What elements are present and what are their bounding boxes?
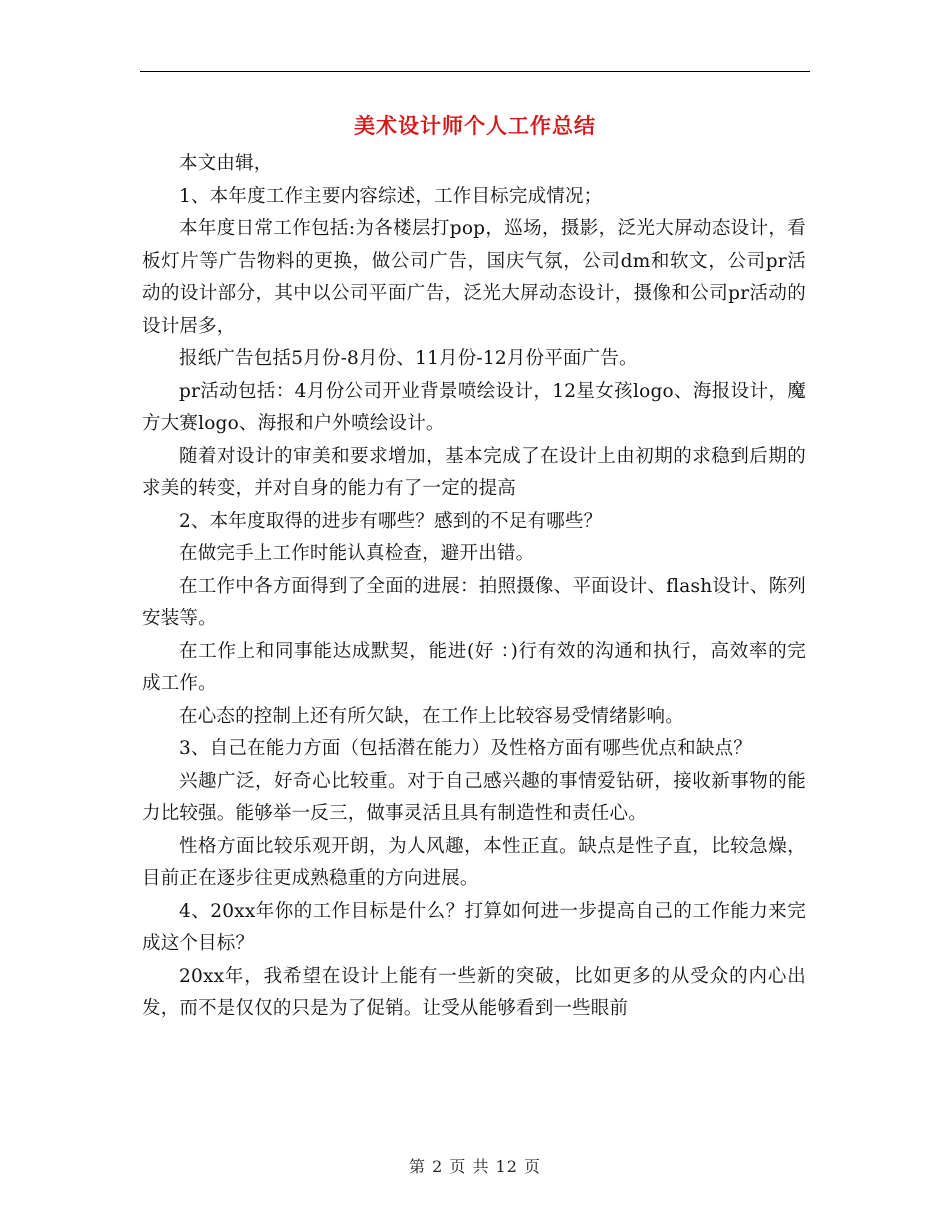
header-rule <box>140 71 810 72</box>
paragraph: 性格方面比较乐观开朗，为人风趣，本性正直。缺点是性子直，比较急燥，目前正在逐步往更成熟稳重的方向进展。 <box>142 835 806 889</box>
paragraph: 本年度日常工作包括:为各楼层打pop，巡场，摄影，泛光大屏动态设计，看板灯片等广告物料的更换，做公司广告，国庆气氛，公司dm和软文，公司pr活动的设计部分，其中以公司平面广告，泛光大屏动态设计，摄像和公司pr活动的设计居多， <box>142 218 806 337</box>
paragraph: pr活动包括：4月份公司开业背景喷绘设计，12星女孩logo、海报设计，魔方大赛logo、海报和户外喷绘设计。 <box>142 380 806 434</box>
paragraph: 本文由辑， <box>179 153 273 174</box>
paragraph: 在做完手上工作时能认真检查，避开出错。 <box>179 543 535 564</box>
paragraph: 在工作上和同事能达成默契，能进(好 ：)行有效的沟通和执行，高效率的完成工作。 <box>142 640 806 694</box>
paragraph: 报纸广告包括5月份-8月份、11月份-12月份平面广告。 <box>179 348 638 369</box>
document-title: 美术设计师个人工作总结 <box>354 113 596 138</box>
document-body <box>142 148 806 1026</box>
paragraph: 1、本年度工作主要内容综述，工作目标完成情况； <box>179 185 603 207</box>
paragraph: 在工作中各方面得到了全面的进展：拍照摄像、平面设计、flash设计、陈列安装等。 <box>142 575 806 629</box>
paragraph: 兴趣广泛，好奇心比较重。对于自己感兴趣的事情爱钻研，接收新事物的能力比较强。能够举一反三，做事灵活且具有制造性和责任心。 <box>142 770 806 824</box>
paragraph: 20xx年，我希望在设计上能有一些新的突破，比如更多的从受众的内心出发，而不是仅仅的只是为了促销。让受从能够看到一些眼前 <box>142 965 806 1019</box>
paragraph: 3、自己在能力方面（包括潜在能力）及性格方面有哪些优点和缺点？ <box>179 738 752 759</box>
page-number-footer: 第 2 页 共 12 页 <box>409 1157 541 1176</box>
paragraph: 2、本年度取得的进步有哪些？感到的不足有哪些？ <box>179 510 603 532</box>
paragraph: 4、20xx年你的工作目标是什么？打算如何进一步提高自己的工作能力来完成这个目标？ <box>142 900 806 954</box>
paragraph: 在心态的控制上还有所欠缺，在工作上比较容易受情绪影响。 <box>179 705 684 727</box>
paragraph: 随着对设计的审美和要求增加，基本完成了在设计上由初期的求稳到后期的求美的转变，并对自身的能力有了一定的提高 <box>142 445 806 499</box>
